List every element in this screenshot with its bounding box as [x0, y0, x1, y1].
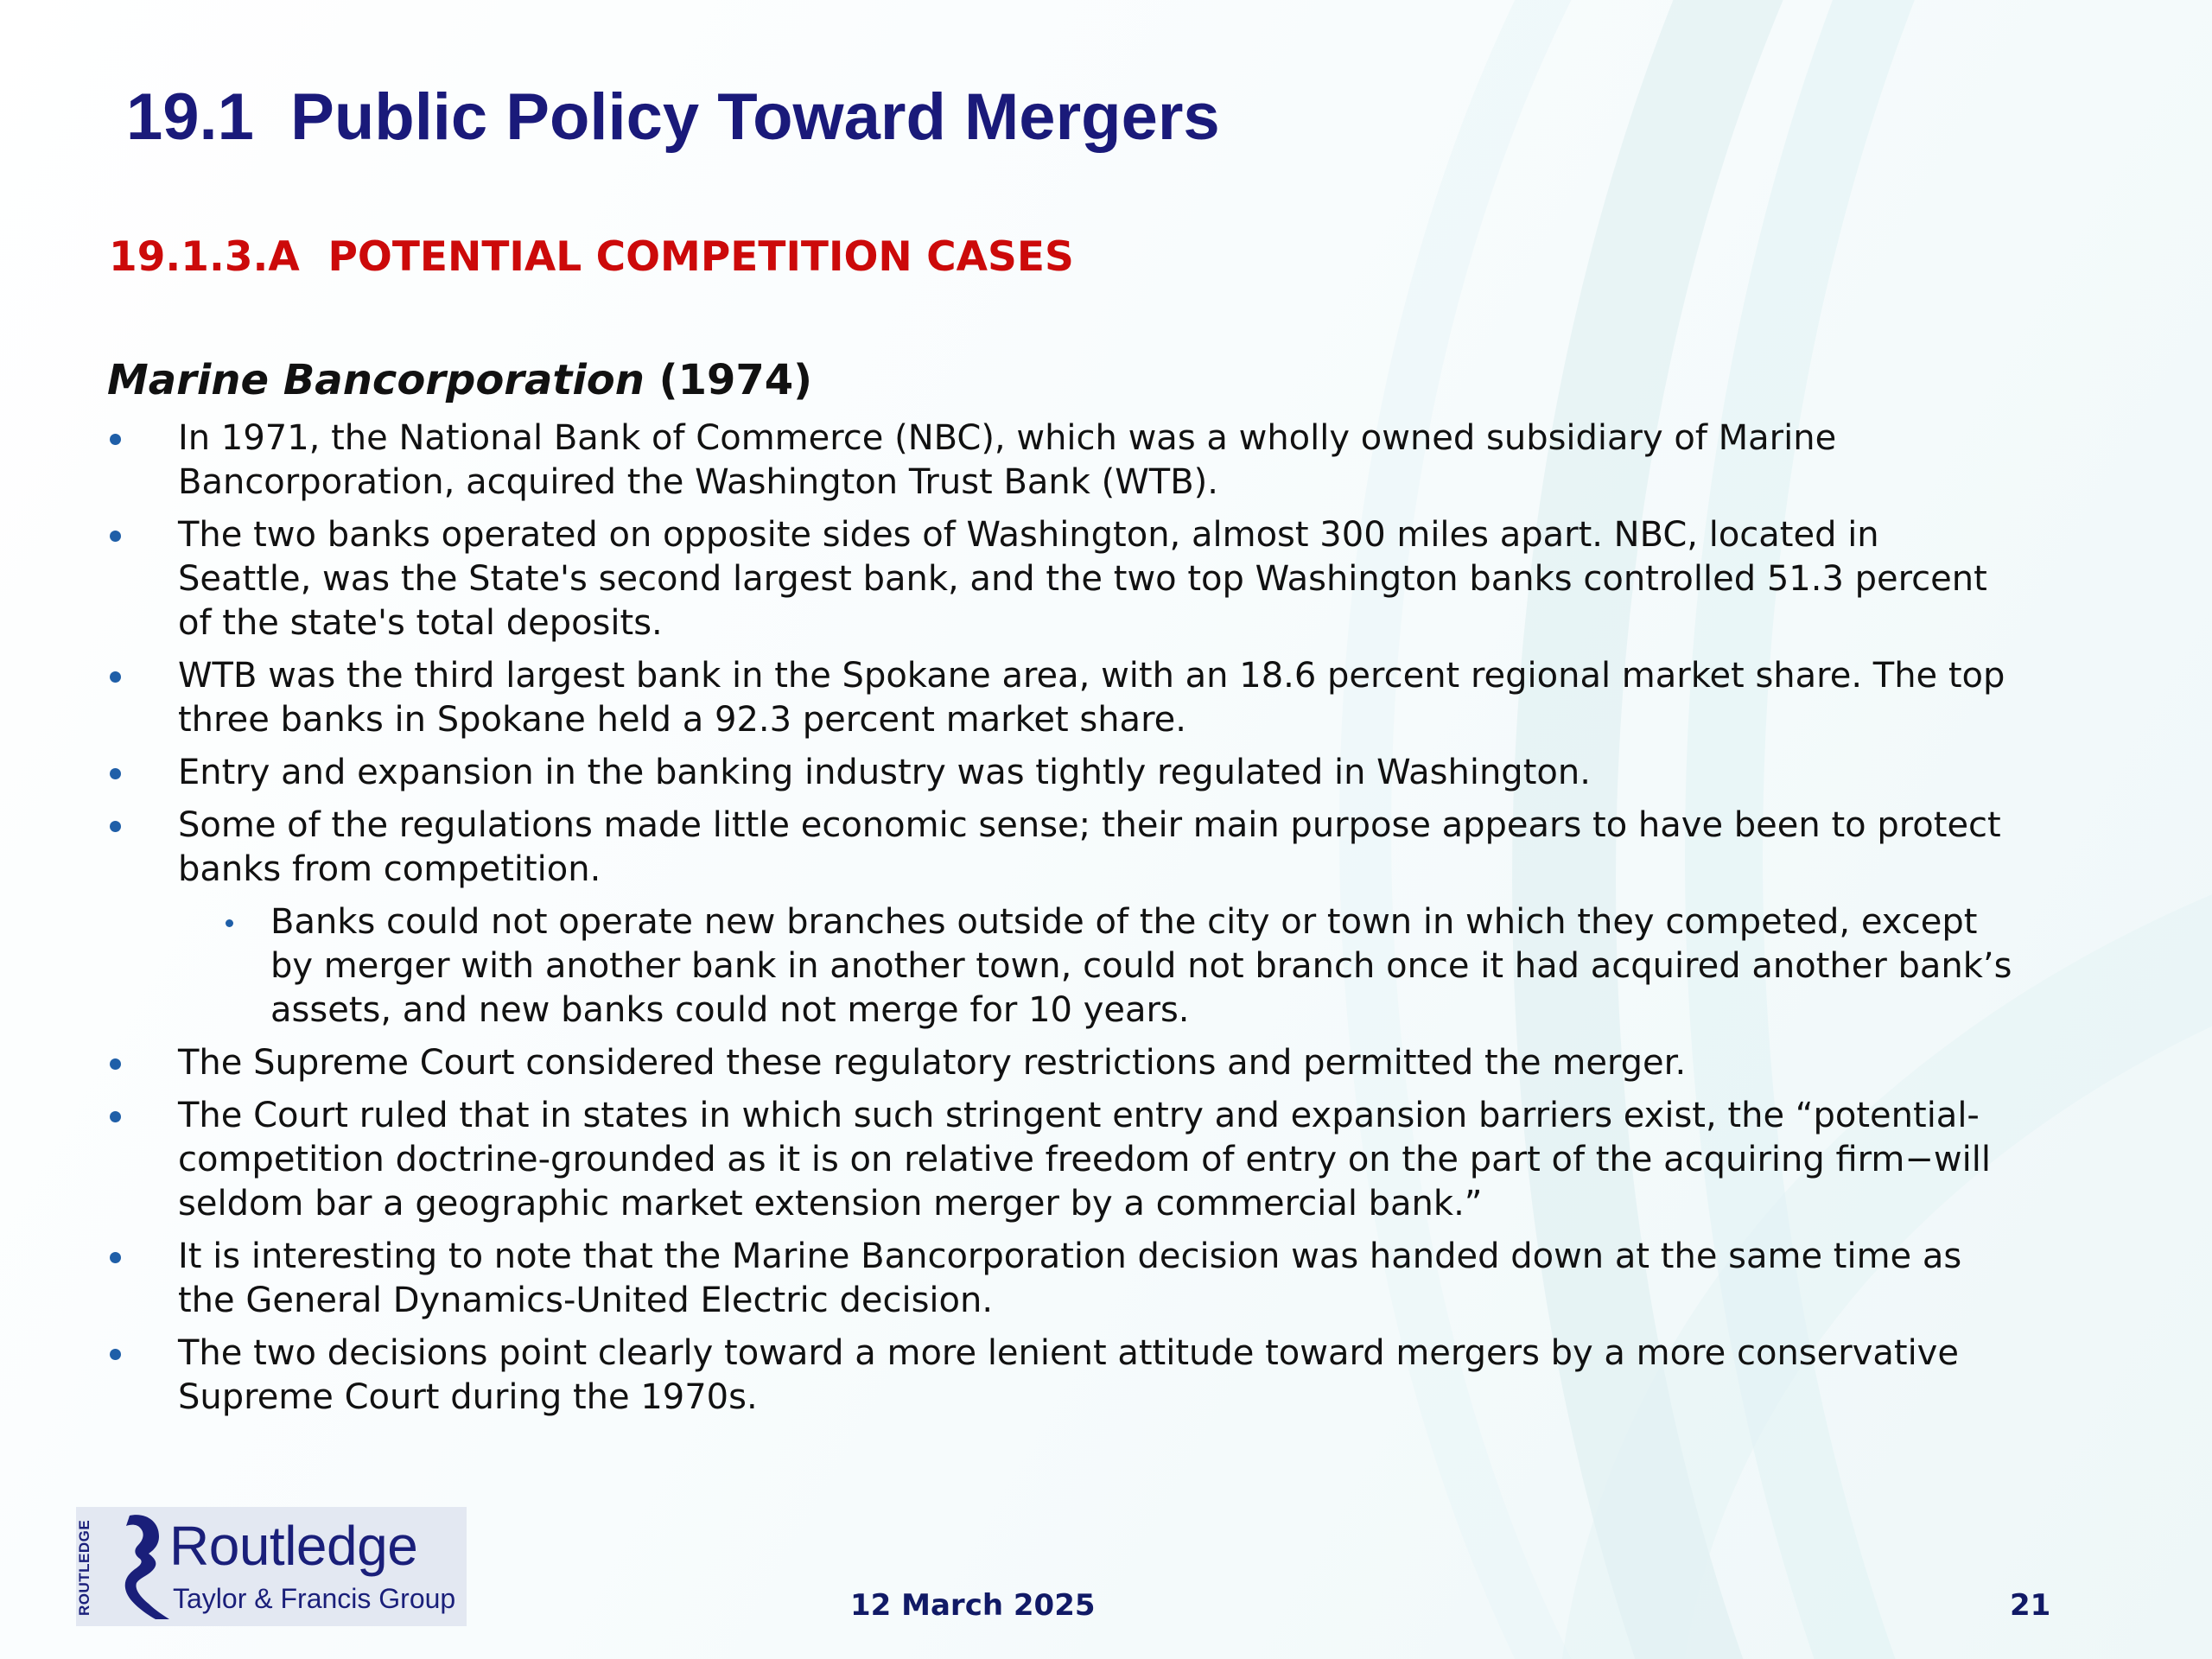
bullet-dot-icon — [110, 768, 121, 779]
bullet-dot-icon — [110, 1252, 121, 1263]
bullet-dot-icon — [110, 1349, 121, 1360]
logo-side-text: ROUTLEDGE — [76, 1519, 92, 1616]
publisher-logo — [76, 1507, 467, 1626]
bullet-text: The Court ruled that in states in which such stringent entry and expansion barriers exist, the “potential-competition doctrine-grounded as it is on relative freedom of entry on the part of the acquiring firm−will seldom bar a geographic market extension merger by a commercial bank.” — [178, 1096, 1991, 1224]
logo-subtitle: Taylor & Francis Group — [173, 1583, 456, 1614]
slide-title: 19.1 Public Policy Toward Mergers — [126, 80, 1220, 154]
bullet-dot-icon — [110, 434, 121, 445]
bullet-text: Entry and expansion in the banking industry was tightly regulated in Washington. — [178, 753, 1591, 792]
bullet-item — [0, 804, 2018, 892]
logo-name: Routledge — [169, 1515, 418, 1577]
bullet-text: Some of the regulations made little economic sense; their main purpose appears to have been to protect banks from competition. — [178, 805, 2001, 889]
bullet-item — [0, 1094, 2018, 1226]
page-number: 21 — [2010, 1588, 2051, 1623]
bullet-item — [0, 513, 2018, 645]
bullet-item — [0, 1332, 2018, 1420]
bullet-item — [0, 751, 2018, 795]
bullet-item — [0, 1041, 2018, 1085]
case-name: Marine Bancorporation — [107, 356, 645, 404]
bullet-text: The Supreme Court considered these regulatory restrictions and permitted the merger. — [178, 1043, 1687, 1083]
bullet-text: WTB was the third largest bank in the Spokane area, with an 18.6 percent regional market share. The top three banks in Spokane held a 92.3 percent market share. — [178, 656, 2005, 740]
bullet-list — [0, 416, 2212, 1428]
bullet-dot-icon — [110, 1111, 121, 1122]
bullet-item — [0, 1235, 2018, 1323]
footer-date: 12 March 2025 — [850, 1588, 1096, 1623]
bullet-dot-icon — [110, 1058, 121, 1070]
case-year: (1974) — [644, 356, 813, 404]
bullet-text: In 1971, the National Bank of Commerce (NBC), which was a wholly owned subsidiary of Marine Bancorporation, acquired the Washington Trust Bank (WTB). — [178, 418, 1837, 502]
case-heading — [107, 356, 812, 404]
bullet-dot-icon — [226, 919, 233, 927]
bullet-dot-icon — [110, 821, 121, 832]
sub-bullet-item — [0, 900, 2024, 1033]
routledge-head-logo-icon — [95, 1510, 173, 1623]
bullet-dot-icon — [110, 671, 121, 683]
bullet-item — [0, 654, 2018, 742]
bullet-text: The two banks operated on opposite sides of Washington, almost 300 miles apart. NBC, located in Seattle, was the State's second largest bank, and the two top Washington banks controlled 51.3 percent of the state's total deposits. — [178, 515, 1987, 643]
bullet-text: The two decisions point clearly toward a more lenient attitude toward mergers by a more conservative Supreme Court during the 1970s. — [178, 1333, 1959, 1417]
bullet-text: It is interesting to note that the Marine Bancorporation decision was handed down at the same time as the General Dynamics-United Electric decision. — [178, 1236, 1962, 1320]
bullet-text: Banks could not operate new branches outside of the city or town in which they competed, except by merger with another bank in another town, could not branch once it had acquired another bank’s assets, and new banks could not merge for 10 years. — [270, 902, 2012, 1030]
bullet-dot-icon — [110, 531, 121, 542]
section-heading: 19.1.3.A POTENTIAL COMPETITION CASES — [109, 233, 1074, 281]
bullet-item — [0, 416, 2018, 505]
